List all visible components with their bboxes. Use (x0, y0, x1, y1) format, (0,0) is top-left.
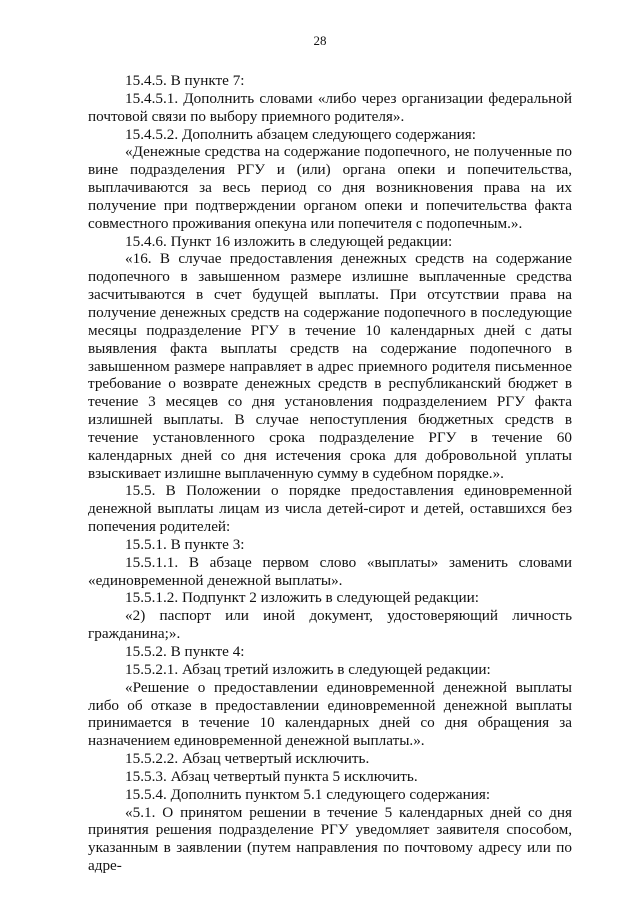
paragraph: 15.4.6. Пункт 16 изложить в следующей редакции: (125, 232, 453, 250)
paragraph: «2) паспорт или иной документ, удостоверяющий личность гражданина;». (88, 607, 572, 643)
paragraph: 15.5.2.2. Абзац четвертый исключить. (125, 750, 370, 768)
paragraph: «16. В случае предоставления денежных средств на содержание подопечного в завышенном размере излишне выплаченные средства засчитываются в счет будущей выплаты. При отсутствии права на получение денежных средств на содержание подопечного в последующие месяцы подразделение РГУ в течение 10 календарных дней с даты выявления факта выплаты средств на содержание подопечного в завышенном размере направляет в адрес приемного родителя письменное требование о возврате денежных средств в республиканский бюджет в течение 3 месяцев со дня установления подразделением РГУ факта излишней выплаты. В случае непоступления бюджетных средств в течение установленного срока подразделение РГУ в течение 60 календарных дней со дня истечения срока для добровольной уплаты взыскивает излишне выплаченную сумму в судебном порядке.». (88, 250, 572, 482)
paragraph: 15.4.5.2. Дополнить абзацем следующего содержания: (125, 125, 476, 143)
document-body (88, 72, 572, 875)
paragraph: 15.5. В Положении о порядке предоставления единовременной денежной выплаты лицам из числа детей-сирот и детей, оставшихся без попечения родителей: (88, 482, 572, 536)
paragraph: 15.5.4. Дополнить пунктом 5.1 следующего содержания: (125, 785, 491, 803)
paragraph: 15.5.3. Абзац четвертый пункта 5 исключить. (125, 767, 418, 785)
paragraph: 15.4.5. В пункте 7: (125, 72, 245, 89)
page-number: 28 (313, 33, 327, 48)
paragraph: «Денежные средства на содержание подопечного, не полученные по вине подразделения РГУ и (или) органа опеки и попечительства, выплачиваются за весь период со дня возникновения права на их получение при подтверждении органом опеки и попечительства факта совместного проживания опекуна или попечителя с подопечным.». (88, 143, 572, 232)
paragraph: 15.5.1.1. В абзаце первом слово «выплаты» заменить словами «единовременной денежной выплаты». (88, 553, 572, 589)
paragraph: «Решение о предоставлении единовременной денежной выплаты либо об отказе в предоставлении единовременной денежной выплаты принимается в течение 10 календарных дней со дня обращения за назначением единовременной денежной выплаты.». (88, 678, 572, 750)
paragraph: 15.4.5.1. Дополнить словами «либо через организации федеральной почтовой связи по выбору приемного родителя». (88, 89, 572, 125)
paragraph: 15.5.1. В пункте 3: (125, 535, 245, 553)
paragraph: 15.5.2. В пункте 4: (125, 643, 245, 660)
paragraph: «5.1. О принятом решении в течение 5 календарных дней со дня принятия решения подразделение РГУ уведомляет заявителя способом, указанным в заявлении (путем направления по почтовому адресу или по адре- (88, 803, 572, 875)
paragraph: 15.5.2.1. Абзац третий изложить в следующей редакции: (125, 660, 491, 678)
paragraph: 15.5.1.2. Подпункт 2 изложить в следующей редакции: (125, 589, 479, 607)
